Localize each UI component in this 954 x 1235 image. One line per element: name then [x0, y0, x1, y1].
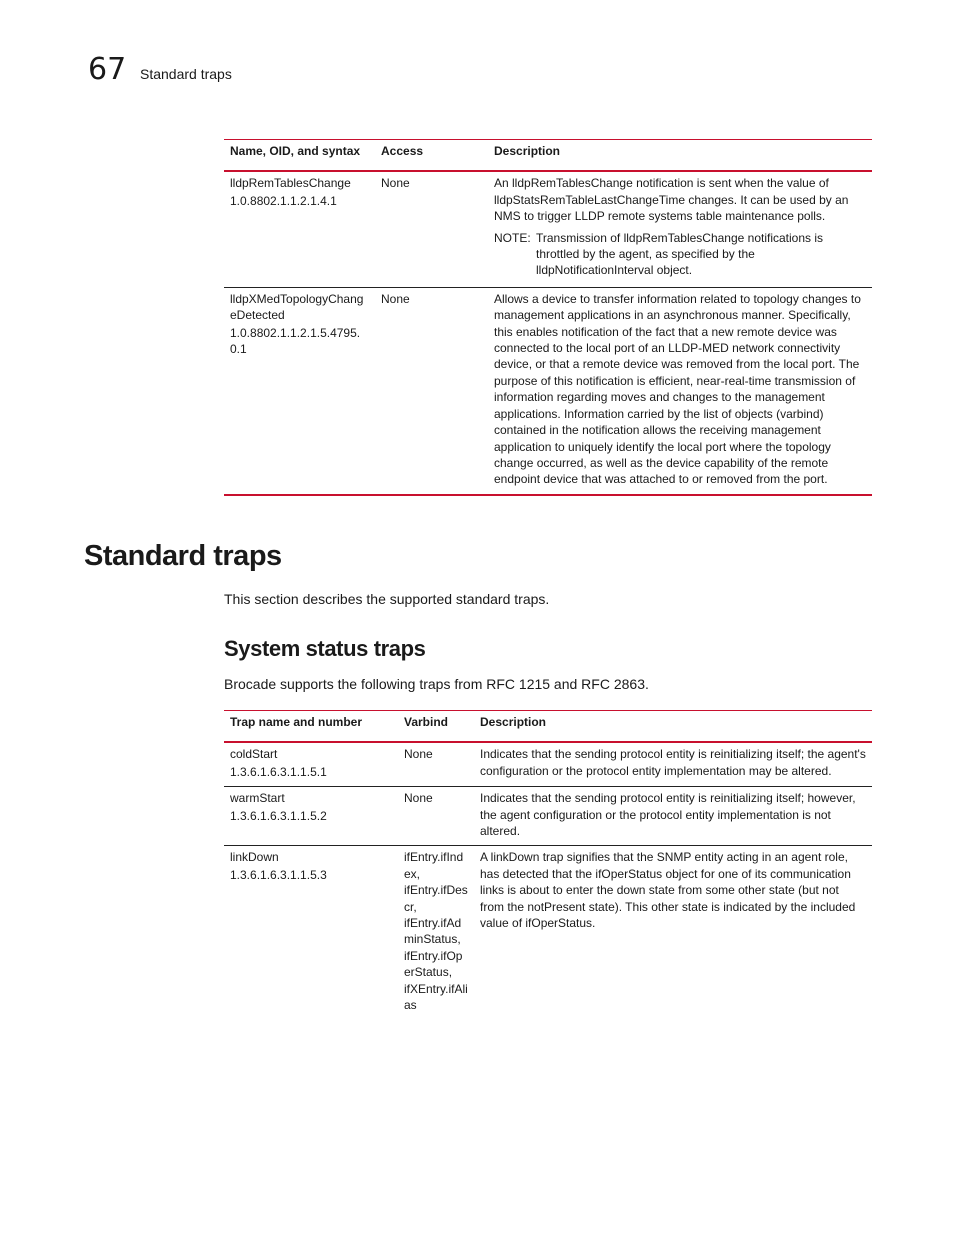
description-cell: Indicates that the sending protocol entity is reinitializing itself; however, the agent configuration or the protocol entity implementation is not altered. — [474, 787, 872, 846]
varbind-item: ifEntry.ifIndex, — [404, 850, 464, 881]
subsection-title: System status traps — [224, 636, 426, 661]
varbind-item: ifEntry.ifOperStatus, — [404, 948, 463, 980]
table-header-row — [224, 140, 872, 172]
section-title: Standard traps — [84, 540, 282, 572]
description-cell: Indicates that the sending protocol entity is reinitializing itself; the agent's configuration or the protocol entity implementation may be altered. — [474, 742, 872, 786]
chapter-title: Standard traps — [140, 66, 232, 82]
trap-name-cell — [224, 171, 375, 287]
trap-name-cell — [224, 287, 375, 494]
varbind-cell — [398, 742, 474, 786]
section-intro: This section describes the supported standard traps. — [224, 591, 550, 607]
trap-name-cell — [224, 787, 398, 846]
access-cell: None — [375, 287, 488, 494]
trap-name: lldpXMedTopologyChangeDetected — [230, 291, 364, 323]
trap-name-cell — [224, 742, 398, 786]
trap-oid: 1.0.8802.1.1.2.1.4.1 — [230, 193, 337, 208]
access-cell: None — [375, 171, 488, 287]
column-header-access: Access — [375, 140, 488, 172]
trap-description: An lldpRemTablesChange notification is sent when the value of lldpStatsRemTableLastChangeTime changes. It can be used by an NMS to trigger LLDP remote systems table maintenance polls. — [494, 176, 849, 224]
trap-name: lldpRemTablesChange — [230, 176, 351, 191]
trap-oid: 1.3.6.1.6.3.1.1.5.2 — [230, 808, 327, 823]
trap-description: Allows a device to transfer information related to topology changes to management applications in an asynchronous manner. Specifically, this enables notification of the fact that a new remote device was connected to the local port of an LLDP-MED network connectivity device, or that a remote device was removed from the local port. The purpose of this notification is efficient, near-real-time transmission of information regarding moves and changes to the management applications. Information carried by the list of objects (varbind) contained in the notification allows the receiving management application to uniquely identify the local port where the topology change occurred, as well as the device capability of the remote endpoint device that was attached to or removed from the port. — [494, 291, 861, 487]
trap-name: warmStart — [230, 791, 285, 806]
note-text: Transmission of lldpRemTablesChange notifications is throttled by the agent, as specified by the lldpNotificationInterval object. — [536, 230, 824, 278]
table-row — [224, 787, 872, 846]
varbind-item: ifEntry.ifAdminStatus, — [404, 916, 462, 947]
subsection-intro: Brocade supports the following traps from RFC 1215 and RFC 2863. — [224, 676, 649, 692]
description-cell: A linkDown trap signifies that the SNMP entity acting in an agent role, has detected that the ifOperStatus object for one of its communication links is about to enter the down state from some other state (but not from the notPresent state). This other state is indicated by the included value of ifOperStatus. — [480, 850, 856, 931]
trap-oid: 1.3.6.1.6.3.1.1.5.1 — [230, 764, 327, 779]
varbind-item: None — [404, 747, 433, 762]
trap-oid: 1.0.8802.1.1.2.1.5.4795.0.1 — [230, 325, 361, 357]
note-label: NOTE: — [494, 230, 531, 245]
varbind-item: ifEntry.ifDescr, — [404, 883, 468, 914]
column-header-description: Description — [488, 140, 872, 172]
table-row — [224, 287, 872, 494]
table-header-row — [224, 711, 872, 743]
column-header-varbind: Varbind — [398, 711, 474, 743]
varbind-cell — [398, 846, 474, 1020]
column-header-trap-name: Trap name and number — [224, 711, 398, 743]
table-row — [224, 742, 872, 786]
description-cell — [488, 287, 872, 494]
description-cell — [488, 171, 872, 287]
column-header-description: Description — [474, 711, 872, 743]
system-status-traps-table — [224, 710, 872, 1020]
varbind-cell — [398, 787, 474, 846]
trap-name: linkDown — [230, 850, 279, 865]
lldp-traps-table — [224, 139, 872, 496]
column-header-name: Name, OID, and syntax — [224, 140, 375, 172]
varbind-item: ifXEntry.ifAlias — [404, 981, 468, 1013]
note — [494, 230, 866, 279]
chapter-number: 67 — [88, 52, 127, 87]
table-row — [224, 846, 872, 1020]
trap-name: coldStart — [230, 747, 278, 762]
trap-name-cell — [224, 846, 398, 1020]
trap-oid: 1.3.6.1.6.3.1.1.5.3 — [230, 867, 327, 882]
table-row — [224, 171, 872, 287]
varbind-item: None — [404, 791, 433, 806]
